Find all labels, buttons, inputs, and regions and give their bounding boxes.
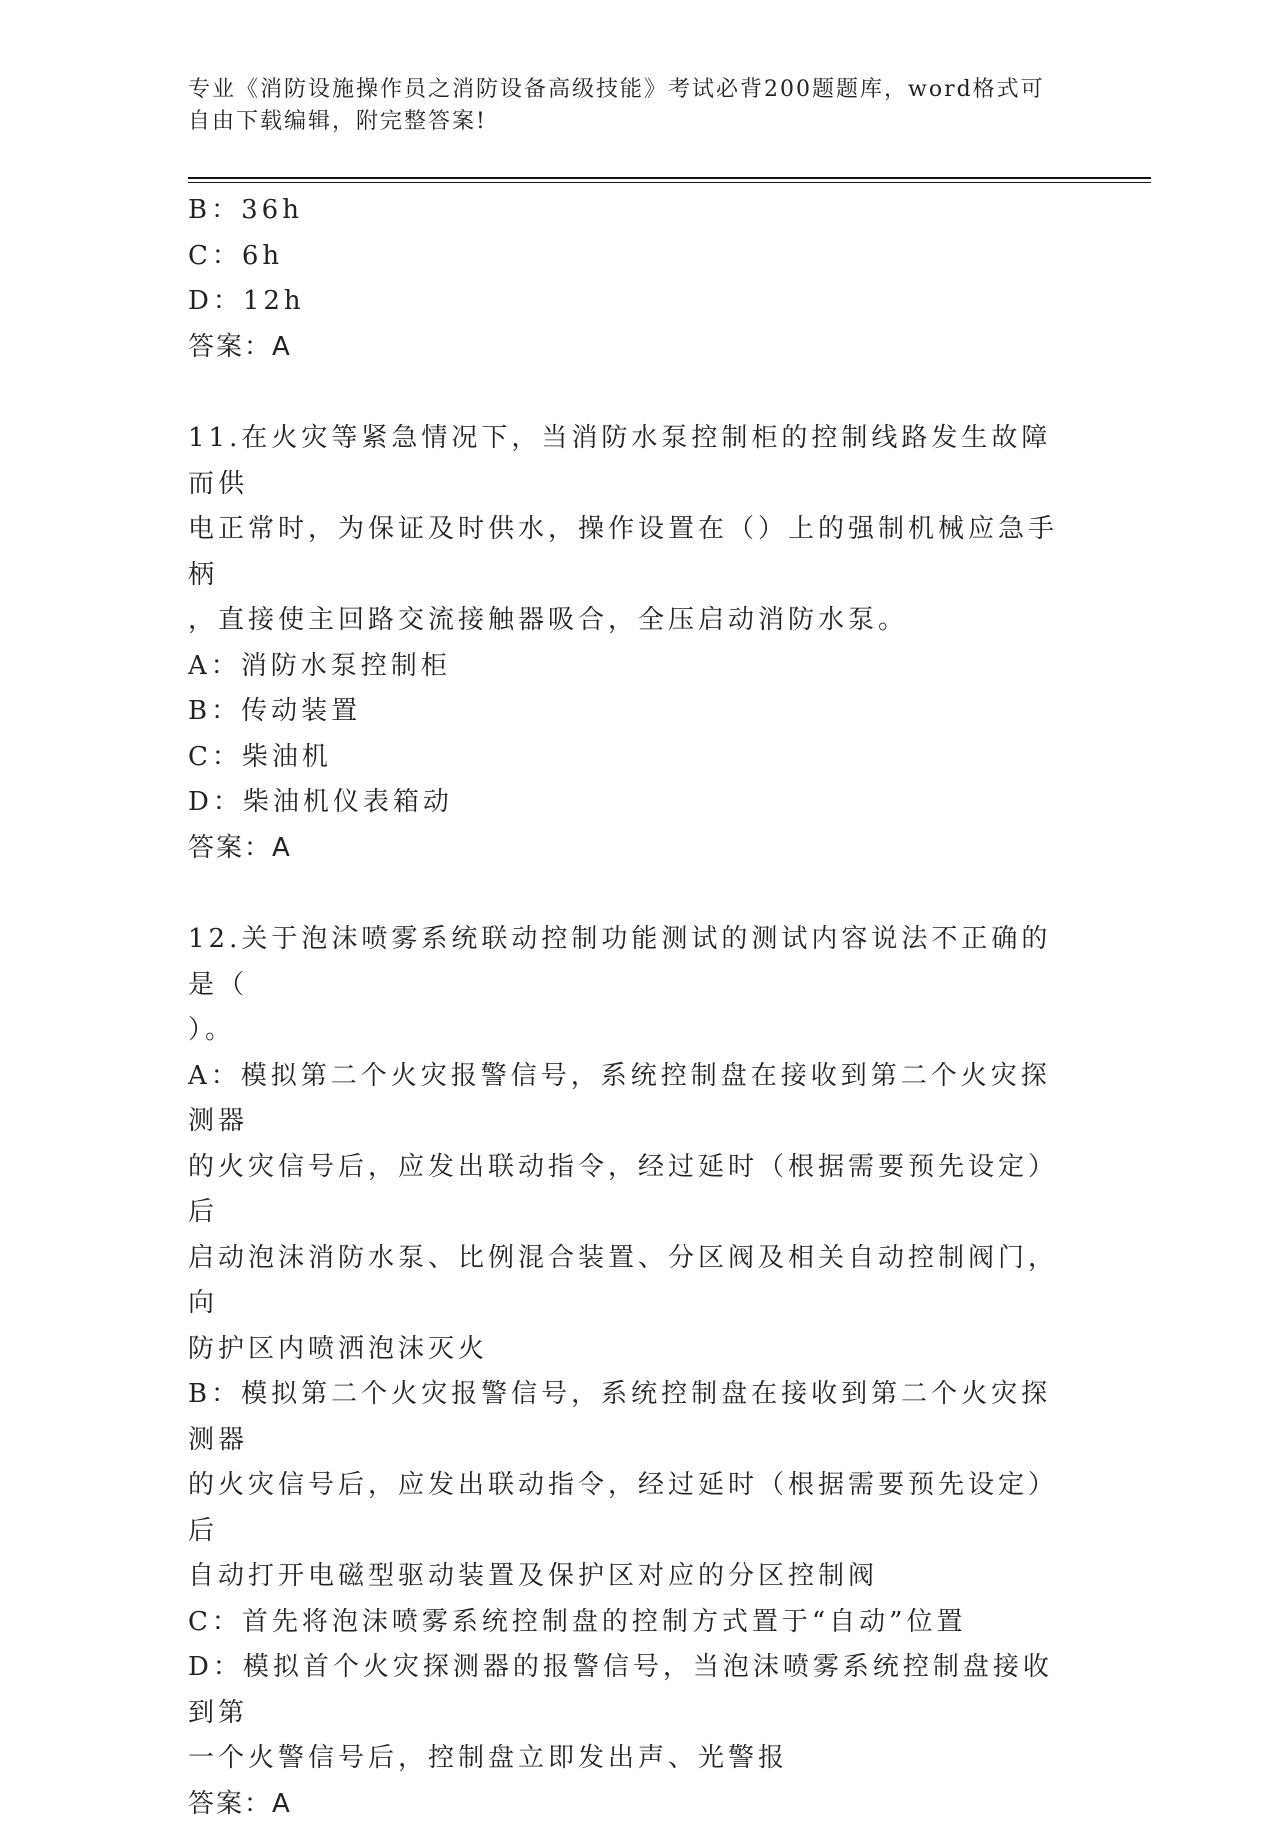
q11-option-a: A：消防水泵控制柜 — [188, 644, 1078, 690]
q12-answer: 答案：A — [188, 1782, 1078, 1827]
q11-stem-line-2: 电正常时，为保证及时供水，操作设置在（）上的强制机械应急手柄 — [188, 507, 1078, 598]
q11-option-d: D：柴油机仪表箱动 — [188, 780, 1078, 826]
q12-option-b-line-2: 的火灾信号后，应发出联动指令，经过延时（根据需要预先设定）后 — [188, 1463, 1078, 1554]
q11-stem-line-1: 11.在火灾等紧急情况下，当消防水泵控制柜的控制线路发生故障而供 — [188, 416, 1078, 507]
question-10-tail — [188, 188, 1078, 370]
q11-answer: 答案：A — [188, 826, 1078, 872]
question-11 — [188, 416, 1078, 871]
document-header — [188, 74, 1068, 138]
q12-option-b-line-3: 自动打开电磁型驱动装置及保护区对应的分区控制阀 — [188, 1554, 1078, 1600]
q11-option-b: B：传动装置 — [188, 689, 1078, 735]
q11-option-c: C：柴油机 — [188, 735, 1078, 781]
q12-option-d-line-2: 一个火警信号后，控制盘立即发出声、光警报 — [188, 1736, 1078, 1782]
q12-option-a-line-3: 启动泡沫消防水泵、比例混合装置、分区阀及相关自动控制阀门，向 — [188, 1236, 1078, 1327]
document-body — [188, 188, 1078, 1827]
q10-option-b: B：36h — [188, 188, 1078, 234]
q12-option-a-line-4: 防护区内喷洒泡沫灭火 — [188, 1327, 1078, 1373]
q12-option-d-line-1: D：模拟首个火灾探测器的报警信号，当泡沫喷雾系统控制盘接收到第 — [188, 1645, 1078, 1736]
q11-stem-line-3: ，直接使主回路交流接触器吸合，全压启动消防水泵。 — [188, 598, 1078, 644]
spacer — [188, 871, 1078, 917]
q10-answer: 答案：A — [188, 325, 1078, 371]
header-divider-thin — [188, 182, 1151, 183]
header-title-line-1: 专业《消防设施操作员之消防设备高级技能》考试必背200题题库，word格式可 — [188, 74, 1068, 106]
q12-option-c: C：首先将泡沫喷雾系统控制盘的控制方式置于“自动”位置 — [188, 1600, 1078, 1646]
q12-stem-line-1: 12.关于泡沫喷雾系统联动控制功能测试的测试内容说法不正确的是（ — [188, 917, 1078, 1008]
q12-option-b-line-1: B：模拟第二个火灾报警信号，系统控制盘在接收到第二个火灾探测器 — [188, 1372, 1078, 1463]
q12-option-a-line-1: A：模拟第二个火灾报警信号，系统控制盘在接收到第二个火灾探测器 — [188, 1054, 1078, 1145]
header-divider-thick — [188, 177, 1151, 179]
q10-option-d: D：12h — [188, 279, 1078, 325]
question-12 — [188, 917, 1078, 1827]
q10-option-c: C：6h — [188, 234, 1078, 280]
header-title-line-2: 自由下载编辑，附完整答案! — [188, 106, 1068, 138]
spacer — [188, 370, 1078, 416]
q12-stem-line-2: ）。 — [188, 1008, 1078, 1054]
q12-option-a-line-2: 的火灾信号后，应发出联动指令，经过延时（根据需要预先设定）后 — [188, 1145, 1078, 1236]
